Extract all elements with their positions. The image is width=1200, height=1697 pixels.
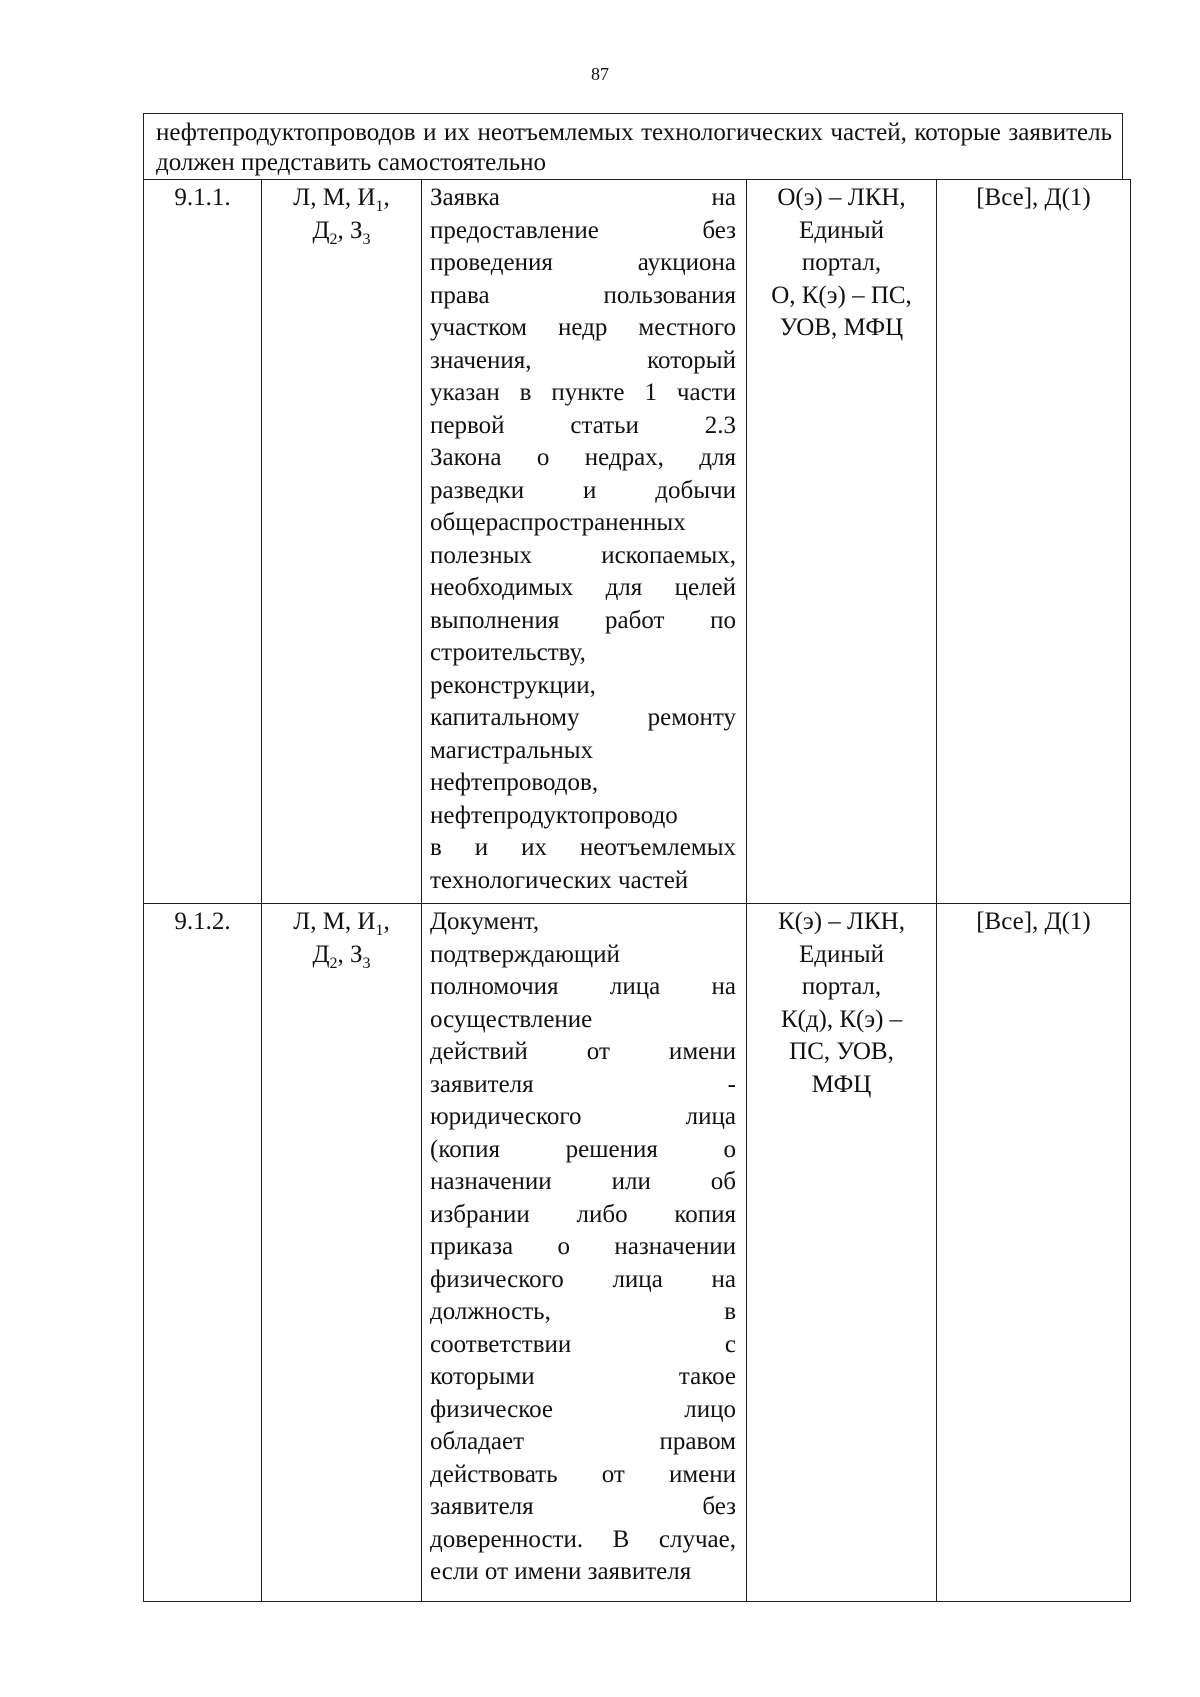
table-row bbox=[144, 904, 1131, 1602]
description-line: нефтепродуктопроводо bbox=[430, 801, 678, 829]
description-line: действий от имени bbox=[430, 1038, 736, 1065]
description-line: реконструкции, bbox=[430, 671, 596, 699]
description-line: приказа о назначении bbox=[430, 1233, 736, 1260]
submission-method-line: ПС, УОВ, bbox=[789, 1038, 894, 1065]
description-cell bbox=[422, 904, 747, 1602]
description-line: заявителя - bbox=[430, 1070, 736, 1098]
description-line: должность, в bbox=[430, 1298, 736, 1325]
description-line: доверенности. В случае, bbox=[430, 1525, 736, 1553]
description-line: заявителя без bbox=[430, 1493, 736, 1520]
submission-method-line: Единый bbox=[799, 216, 884, 244]
codes-cell bbox=[262, 180, 422, 904]
description-line: права пользования bbox=[430, 281, 736, 309]
submission-method-line: портал, bbox=[801, 973, 882, 1000]
description-line: разведки и добычи bbox=[430, 476, 736, 504]
codes-cell bbox=[262, 904, 422, 1602]
submission-method-line: О(э) – ЛКН, bbox=[777, 184, 906, 211]
table-body bbox=[144, 180, 1131, 1602]
description-line: полезных ископаемых, bbox=[430, 541, 736, 569]
submission-method-cell bbox=[747, 904, 937, 1602]
description-line: Заявка на bbox=[430, 184, 736, 211]
submission-method-line: О, К(э) – ПС, bbox=[771, 281, 912, 309]
description-line: которыми такое bbox=[430, 1363, 736, 1390]
description-line: назначении или об bbox=[430, 1168, 736, 1195]
description-line: юридического лица bbox=[430, 1103, 736, 1130]
description-line: подтверждающий bbox=[430, 940, 620, 968]
description-line: соответствии с bbox=[430, 1330, 736, 1358]
description-line: предоставление без bbox=[430, 216, 736, 244]
reference-text: [Все], Д(1) bbox=[976, 908, 1091, 935]
row-number: 9.1.1. bbox=[174, 184, 231, 211]
codes-text: Л, М, $И_1$, $Д_2$, $З_3$ bbox=[293, 908, 390, 972]
description-line: избрании либо копия bbox=[430, 1200, 736, 1228]
submission-method-line: К(д), К(э) – bbox=[780, 1005, 903, 1033]
description-line: осуществление bbox=[430, 1005, 593, 1033]
description-line: указан в пункте 1 части bbox=[430, 379, 736, 406]
description-line: действовать от имени bbox=[430, 1460, 736, 1488]
table-header-continuation: нефтепродуктопроводов и их неотъемлемых технологических частей, которые заявитель должен представить самостоятельно bbox=[143, 113, 1123, 180]
description-line: технологических частей bbox=[430, 866, 689, 894]
submission-method-line: портал, bbox=[801, 249, 882, 276]
submission-method-line: УОВ, МФЦ bbox=[779, 314, 904, 341]
description-line: если от имени заявителя bbox=[430, 1558, 692, 1585]
submission-method-cell bbox=[747, 180, 937, 904]
description-line: физическое лицо bbox=[430, 1395, 736, 1423]
description-line: проведения аукциона bbox=[430, 249, 736, 276]
submission-method-line: Единый bbox=[799, 940, 884, 968]
description-line: полномочия лица на bbox=[430, 973, 736, 1000]
description-line: в и их неотъемлемых bbox=[430, 834, 736, 861]
submission-method-line: К(э) – ЛКН, bbox=[778, 908, 905, 935]
row-number-cell bbox=[144, 180, 262, 904]
description-line: Документ, bbox=[430, 908, 540, 935]
description-line: выполнения работ по bbox=[430, 606, 736, 634]
document-table bbox=[143, 179, 1131, 1602]
description-line: физического лица на bbox=[430, 1265, 736, 1293]
codes-text: Л, М, $И_1$, $Д_2$, $З_3$ bbox=[293, 184, 390, 248]
description-line: Закона о недрах, для bbox=[430, 444, 736, 471]
description-line: нефтепроводов, bbox=[430, 769, 599, 796]
reference-cell bbox=[937, 180, 1131, 904]
reference-cell bbox=[937, 904, 1131, 1602]
description-line: первой статьи 2.3 bbox=[430, 411, 736, 439]
description-line: магистральных bbox=[430, 736, 594, 764]
page-number: 87 bbox=[591, 64, 609, 84]
description-line: обладает правом bbox=[430, 1428, 736, 1455]
row-number: 9.1.2. bbox=[174, 908, 231, 935]
table-row bbox=[144, 180, 1131, 904]
description-line: строительству, bbox=[430, 639, 586, 666]
description-line: необходимых для целей bbox=[430, 574, 736, 601]
description-cell bbox=[422, 180, 747, 904]
description-line: (копия решения о bbox=[430, 1135, 736, 1163]
description-line: капитальному ремонту bbox=[430, 704, 736, 731]
description-line: значения, который bbox=[430, 346, 736, 374]
reference-text: [Все], Д(1) bbox=[976, 184, 1091, 211]
description-line: участком недр местного bbox=[430, 314, 736, 341]
row-number-cell bbox=[144, 904, 262, 1602]
description-line: общераспространенных bbox=[430, 509, 686, 536]
submission-method-line: МФЦ bbox=[811, 1070, 872, 1098]
